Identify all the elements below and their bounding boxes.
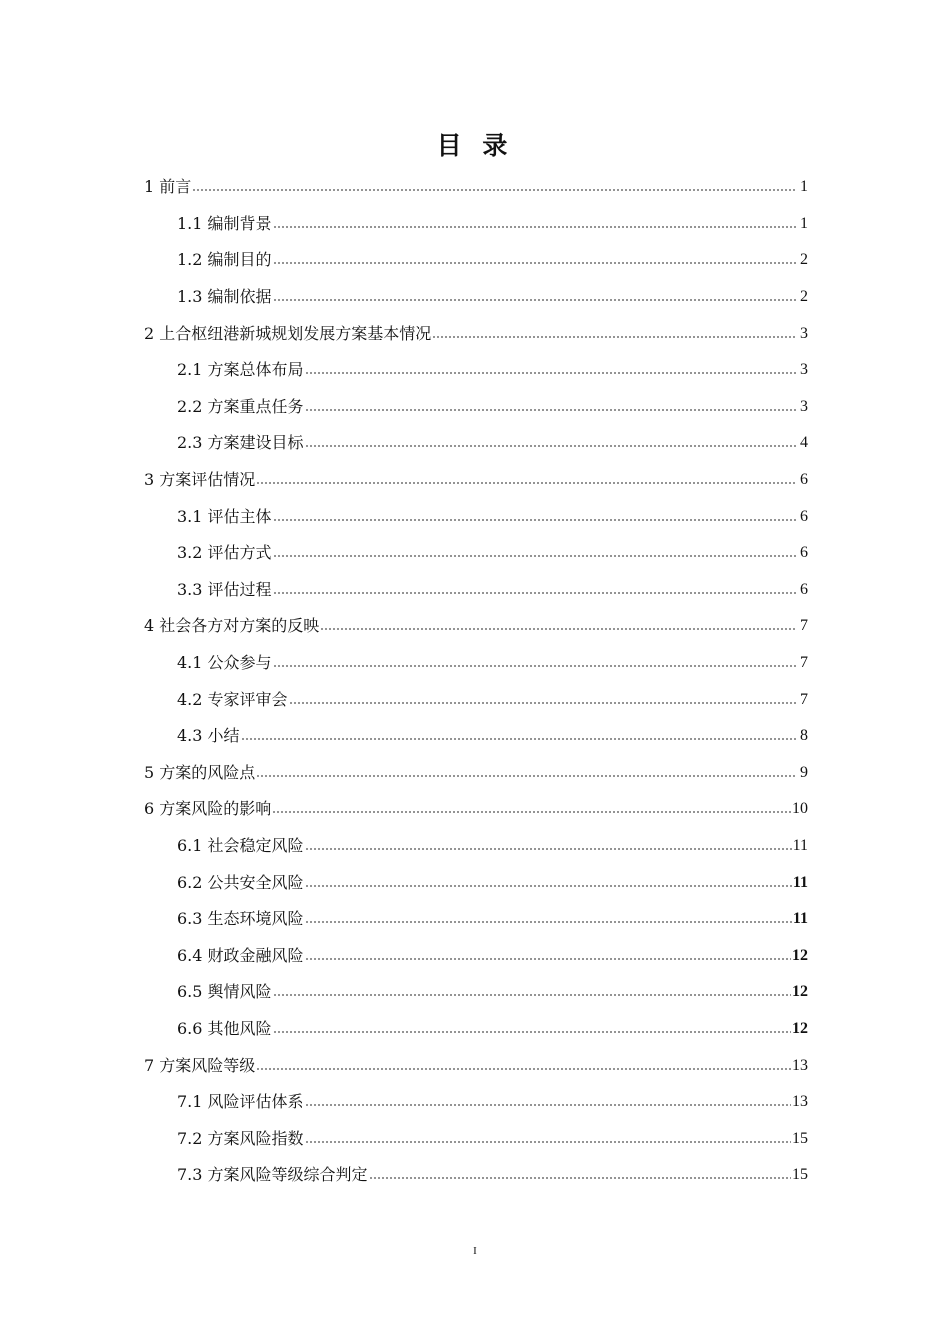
toc-entry[interactable]	[144, 681, 808, 718]
toc-dot-leader	[320, 628, 797, 630]
toc-entry[interactable]	[144, 169, 808, 206]
toc-entry-page-number: 3	[800, 324, 808, 342]
toc-dot-leader	[305, 409, 797, 411]
toc-entry[interactable]	[144, 1011, 808, 1048]
toc-dot-leader	[273, 262, 797, 264]
toc-entry-page-number: 2	[800, 251, 808, 269]
toc-entry[interactable]	[144, 1084, 808, 1121]
toc-dot-leader	[305, 921, 792, 923]
toc-entry-title: 7.3 方案风险等级综合判定	[177, 1165, 368, 1185]
toc-dot-leader	[305, 885, 792, 887]
toc-entry[interactable]	[144, 1157, 808, 1194]
toc-entry-title: 6.5 舆情风险	[177, 982, 272, 1002]
toc-entry-title: 2.1 方案总体布局	[177, 360, 304, 380]
toc-dot-leader	[256, 1068, 791, 1070]
toc-entry-page-number: 11	[792, 873, 808, 891]
toc-dot-leader	[241, 738, 797, 740]
toc-entry[interactable]	[144, 1047, 808, 1084]
toc-dot-leader	[272, 811, 791, 813]
toc-entry-page-number: 12	[792, 983, 808, 1001]
toc-entry[interactable]	[144, 755, 808, 792]
toc-entry[interactable]	[144, 937, 808, 974]
toc-entry-title: 1.2 编制目的	[177, 250, 272, 270]
toc-entry-page-number: 8	[800, 727, 808, 745]
toc-dot-leader	[192, 189, 797, 191]
toc-entry-page-number: 6	[800, 580, 808, 598]
toc-entry-title: 1.3 编制依据	[177, 287, 272, 307]
toc-entry-page-number: 6	[800, 471, 808, 489]
toc-dot-leader	[305, 1141, 791, 1143]
toc-entry[interactable]	[144, 206, 808, 243]
toc-entry-page-number: 4	[800, 434, 808, 452]
toc-entry-page-number: 3	[800, 361, 808, 379]
toc-entry-title: 7.1 风险评估体系	[177, 1092, 304, 1112]
toc-entry-title: 6.1 社会稳定风险	[177, 835, 304, 855]
toc-entry-title: 1 前言	[144, 177, 192, 197]
toc-entry-title: 6.3 生态环境风险	[177, 909, 304, 929]
toc-dot-leader	[273, 555, 797, 557]
toc-entry-page-number: 13	[792, 1093, 808, 1111]
toc-entry[interactable]	[144, 389, 808, 426]
toc-entry-page-number: 11	[792, 836, 808, 854]
toc-entry-page-number: 15	[792, 1166, 808, 1184]
toc-entry-page-number: 1	[800, 214, 808, 232]
toc-dot-leader	[256, 482, 797, 484]
toc-entry-page-number: 9	[800, 763, 808, 781]
toc-dot-leader	[305, 1104, 791, 1106]
toc-dot-leader	[273, 592, 797, 594]
toc-entry-title: 4.2 专家评审会	[177, 689, 288, 709]
toc-entry-page-number: 2	[800, 288, 808, 306]
toc-entry[interactable]	[144, 974, 808, 1011]
toc-entry-title: 7 方案风险等级	[144, 1055, 256, 1075]
toc-dot-leader	[305, 848, 792, 850]
toc-entry[interactable]	[144, 1120, 808, 1157]
toc-entry[interactable]	[144, 791, 808, 828]
page-number-footer: I	[473, 1245, 477, 1257]
toc-entry-title: 3.1 评估主体	[177, 506, 272, 526]
toc-entry-page-number: 15	[792, 1129, 808, 1147]
toc-entry[interactable]	[144, 498, 808, 535]
toc-dot-leader	[273, 226, 797, 228]
toc-entry-title: 3.3 评估过程	[177, 579, 272, 599]
toc-entry-page-number: 11	[792, 910, 808, 928]
toc-dot-leader	[273, 665, 797, 667]
toc-entry[interactable]	[144, 828, 808, 865]
toc-entry-title: 2.3 方案建设目标	[177, 433, 304, 453]
toc-entry[interactable]	[144, 608, 808, 645]
toc-entry-page-number: 3	[800, 397, 808, 415]
toc-entry-page-number: 1	[800, 178, 808, 196]
toc-entry-page-number: 12	[792, 1019, 808, 1037]
toc-entry-title: 2.2 方案重点任务	[177, 396, 304, 416]
toc-entry-title: 5 方案的风险点	[144, 762, 256, 782]
toc-entry[interactable]	[144, 242, 808, 279]
toc-entry[interactable]	[144, 718, 808, 755]
toc-entry[interactable]	[144, 645, 808, 682]
toc-entry-page-number: 6	[800, 507, 808, 525]
toc-entry[interactable]	[144, 535, 808, 572]
toc-entry-title: 4 社会各方对方案的反映	[144, 616, 320, 636]
toc-title: 目 录	[436, 131, 514, 160]
toc-entry-title: 1.1 编制背景	[177, 213, 272, 233]
toc-dot-leader	[256, 775, 797, 777]
toc-dot-leader	[369, 1177, 791, 1179]
toc-entry-page-number: 7	[800, 654, 808, 672]
toc-entry-page-number: 13	[792, 1056, 808, 1074]
toc-entry-title: 6.4 财政金融风险	[177, 945, 304, 965]
toc-dot-leader	[305, 958, 791, 960]
toc-entry[interactable]	[144, 901, 808, 938]
toc-entry-title: 2 上合枢纽港新城规划发展方案基本情况	[144, 323, 432, 343]
toc-entry-title: 6 方案风险的影响	[144, 799, 272, 819]
toc-entry-title: 3 方案评估情况	[144, 470, 256, 490]
toc-entry-title: 6.6 其他风险	[177, 1018, 272, 1038]
toc-entry[interactable]	[144, 864, 808, 901]
toc-entry[interactable]	[144, 315, 808, 352]
toc-dot-leader	[273, 994, 791, 996]
toc-entry[interactable]	[144, 352, 808, 389]
toc-entry-page-number: 7	[800, 690, 808, 708]
toc-entry-title: 3.2 评估方式	[177, 543, 272, 563]
toc-entry[interactable]	[144, 462, 808, 499]
toc-entry-page-number: 10	[792, 800, 808, 818]
toc-entry-title: 4.1 公众参与	[177, 653, 272, 673]
toc-dot-leader	[273, 1031, 791, 1033]
toc-dot-leader	[305, 445, 797, 447]
toc-entry[interactable]	[144, 572, 808, 609]
toc-dot-leader	[432, 336, 797, 338]
toc-dot-leader	[289, 702, 797, 704]
toc-list	[144, 169, 808, 1194]
toc-entry-title: 4.3 小结	[177, 726, 240, 746]
toc-entry-title: 7.2 方案风险指数	[177, 1128, 304, 1148]
toc-dot-leader	[273, 299, 797, 301]
toc-entry-page-number: 7	[800, 617, 808, 635]
toc-entry[interactable]	[144, 425, 808, 462]
toc-dot-leader	[273, 519, 797, 521]
toc-entry-page-number: 12	[792, 946, 808, 964]
toc-entry-title: 6.2 公共安全风险	[177, 872, 304, 892]
toc-entry-page-number: 6	[800, 544, 808, 562]
toc-entry[interactable]	[144, 279, 808, 316]
toc-dot-leader	[305, 372, 797, 374]
